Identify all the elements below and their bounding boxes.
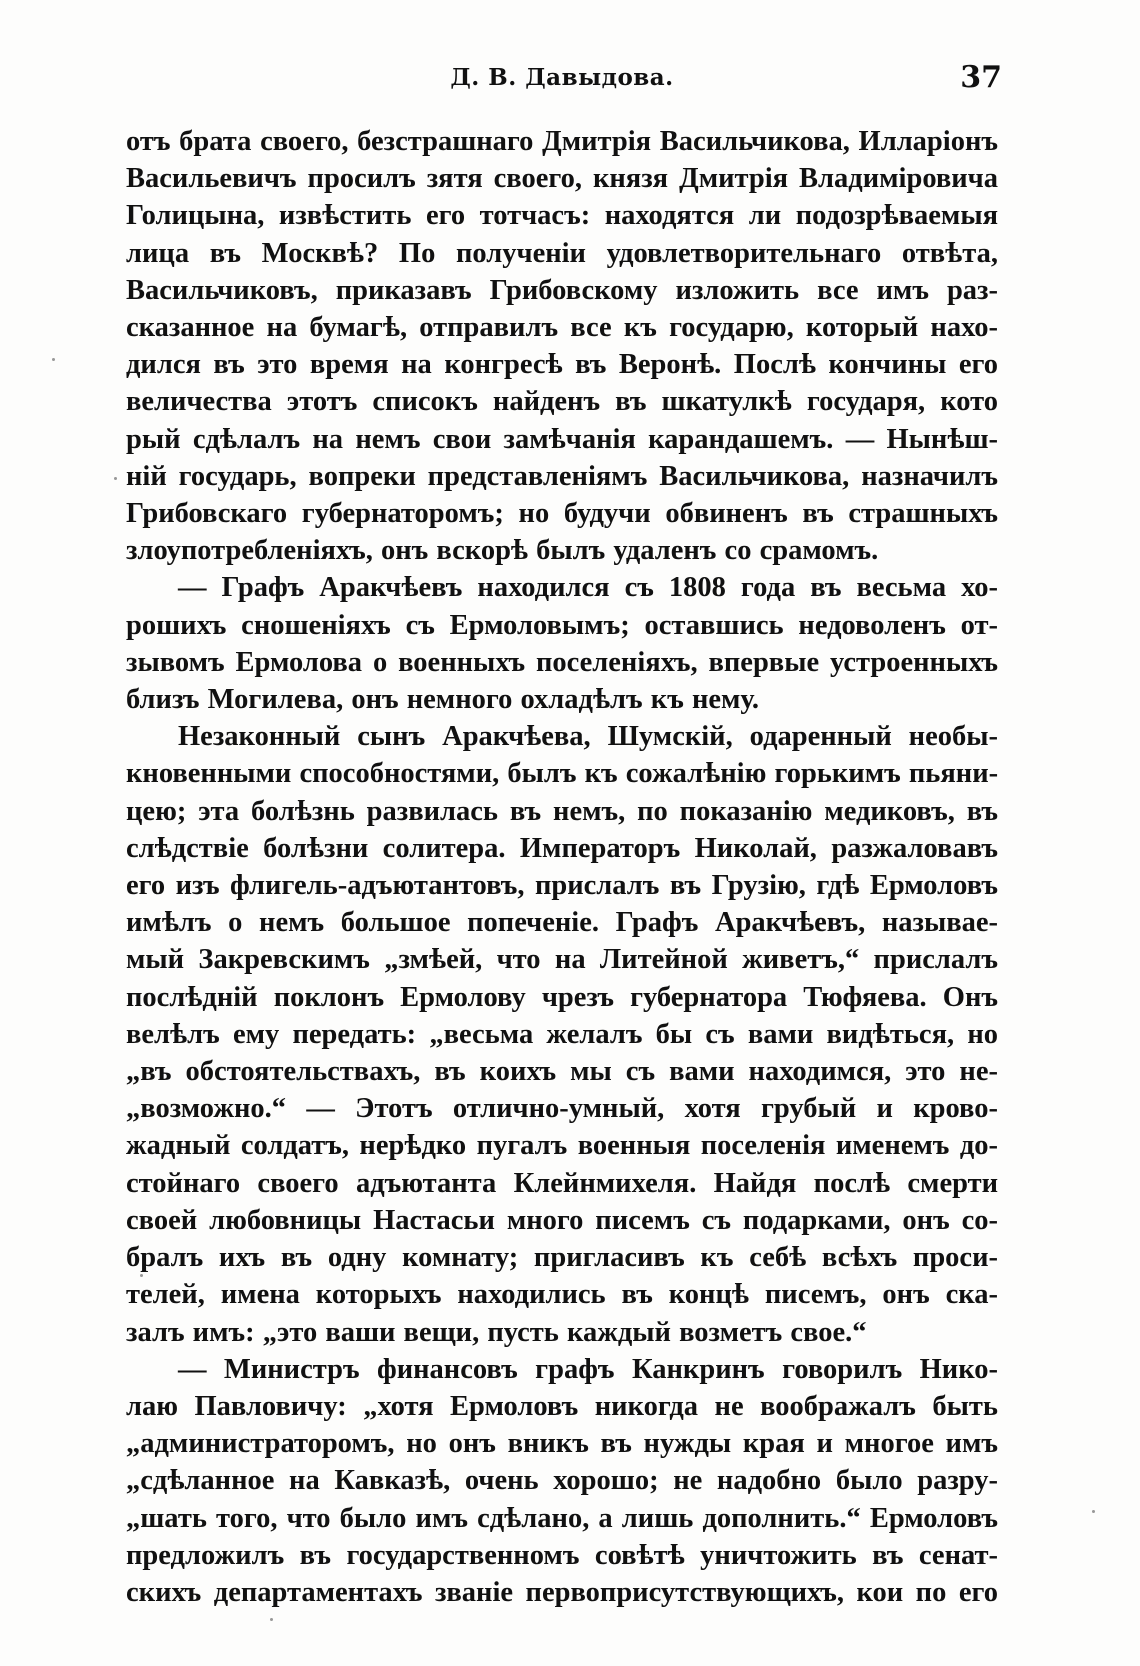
running-head — [122, 58, 1002, 98]
text-line: „администраторомъ, но онъ вникъ въ нужды края и многое имъ — [126, 1428, 998, 1460]
text-line: „шать того, что было имъ сдѣлано, а лишь дополнить.“ Ермоловъ — [126, 1502, 998, 1534]
text-line: скихъ департаментахъ званіе первоприсутствующихъ, кои по его — [126, 1576, 998, 1608]
text-line: его изъ флигель-адъютантовъ, прислалъ въ Грузію, гдѣ Ермоловъ — [126, 870, 998, 902]
text-line: Голицына, извѣстить его тотчасъ: находятся ли подозрѣваемыя — [126, 200, 998, 232]
print-speck — [52, 358, 55, 361]
text-line: сказанное на бумагѣ, отправилъ все къ государю, который нахо- — [126, 312, 998, 344]
text-line: имѣлъ о немъ большое попеченіе. Графъ Аракчѣевъ, называе- — [126, 907, 998, 939]
text-line: Васильчиковъ, приказавъ Грибовскому изложить все имъ раз- — [126, 274, 998, 306]
body-text — [126, 123, 998, 1611]
text-line: лица въ Москвѣ? По полученіи удовлетворительнаго отвѣта, — [126, 237, 998, 269]
text-line: стойнаго своего адъютанта Клейнмихеля. Найдя послѣ смерти — [126, 1167, 998, 1199]
text-line: злоупотребленіяхъ, онъ вскорѣ былъ удаленъ со срамомъ. — [126, 535, 879, 567]
print-speck — [1092, 1510, 1095, 1513]
page-number: 37 — [960, 60, 1002, 95]
text-line: своей любовницы Настасьи много писемъ съ подарками, онъ со- — [126, 1204, 998, 1236]
text-line: дился въ это время на конгресѣ въ Веронѣ. Послѣ кончины его — [126, 349, 998, 381]
text-line: — Министръ финансовъ графъ Канкринъ говорилъ Нико- — [178, 1353, 998, 1385]
text-line: „возможно.“ — Этотъ отлично-умный, хотя грубый и крово- — [126, 1093, 998, 1125]
text-line: цею; эта болѣзнь развилась въ немъ, по показанію медиковъ, въ — [126, 795, 998, 827]
text-line: кновенными способностями, былъ къ сожалѣнію горькимъ пьяни- — [126, 758, 999, 790]
print-speck — [140, 1274, 143, 1277]
text-line: жадный солдатъ, нерѣдко пугалъ военныя поселенія именемъ до- — [126, 1130, 998, 1162]
print-speck — [114, 477, 117, 480]
text-line: „въ обстоятельствахъ, въ коихъ мы съ вами находимся, это не- — [126, 1056, 998, 1088]
text-line: бралъ ихъ въ одну комнату; пригласивъ къ себѣ всѣхъ проси- — [126, 1242, 998, 1274]
running-title: Д. В. Давыдова. — [450, 64, 674, 91]
text-line: рый сдѣлалъ на немъ свои замѣчанія карандашемъ. — Нынѣш- — [126, 423, 998, 455]
text-line: „сдѣланное на Кавказѣ, очень хорошо; не надобно было разру- — [126, 1465, 998, 1497]
text-line: залъ имъ: „это ваши вещи, пусть каждый возметъ свое.“ — [126, 1316, 867, 1348]
text-line: зывомъ Ермолова о военныхъ поселеніяхъ, впервые устроенныхъ — [126, 646, 998, 678]
text-line: слѣдствіе болѣзни солитера. Императоръ Николай, разжаловавъ — [126, 832, 998, 864]
text-line: мый Закревскимъ „змѣей, что на Литейной живетъ,“ прислалъ — [126, 944, 998, 976]
print-speck — [270, 1618, 273, 1621]
text-line: лаю Павловичу: „хотя Ермоловъ никогда не воображалъ быть — [126, 1390, 998, 1422]
text-line: — Графъ Аракчѣевъ находился съ 1808 года въ весьма хо- — [178, 572, 998, 604]
paragraph — [126, 123, 998, 569]
text-line: Грибовскаго губернаторомъ; но будучи обвиненъ въ страшныхъ — [126, 498, 998, 530]
text-line: ній государь, вопреки представленіямъ Васильчикова, назначилъ — [126, 460, 998, 492]
text-line: близъ Могилева, онъ немного охладѣлъ къ нему. — [126, 684, 759, 716]
paragraph — [126, 718, 998, 1350]
text-line: послѣдній поклонъ Ермолову чрезъ губернатора Тюфяева. Онъ — [126, 981, 998, 1013]
text-line: Незаконный сынъ Аракчѣева, Шумскій, одаренный необы- — [178, 721, 998, 753]
text-line: телей, имена которыхъ находились въ концѣ писемъ, онъ ска- — [126, 1279, 998, 1311]
paragraph — [126, 1351, 998, 1611]
text-line: рошихъ сношеніяхъ съ Ермоловымъ; оставшись недоволенъ от- — [126, 609, 998, 641]
text-line: велѣлъ ему передать: „весьма желалъ бы съ вами видѣться, но — [126, 1018, 998, 1050]
text-line: Васильевичъ просилъ зятя своего, князя Дмитрія Владиміровича — [126, 163, 998, 195]
text-line: предложилъ въ государственномъ совѣтѣ уничтожить въ сенат- — [126, 1539, 998, 1571]
paragraph — [126, 569, 998, 718]
text-line: отъ брата своего, безстрашнаго Дмитрія Васильчикова, Илларіонъ — [126, 126, 998, 157]
text-line: величества этотъ списокъ найденъ въ шкатулкѣ государя, кото — [126, 386, 998, 418]
